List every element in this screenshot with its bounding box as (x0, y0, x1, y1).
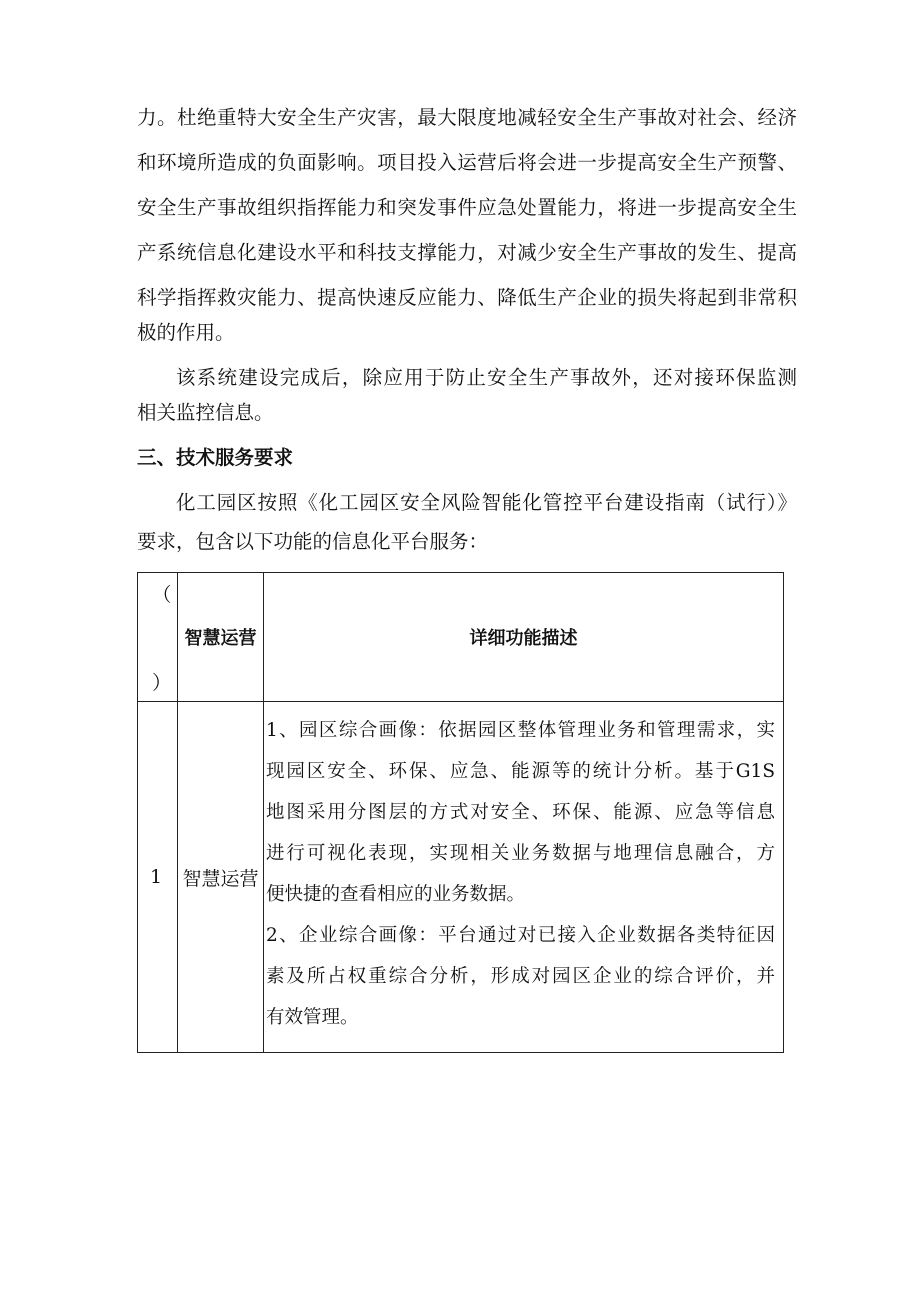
paragraph1-line: 科学指挥救灾能力、提高快速反应能力、降低生产企业的损失将起到非常积 (137, 286, 797, 309)
paragraph2-line: 该系统建设完成后，除应用于防止安全生产事故外，还对接环保监测 (176, 366, 797, 389)
header-category-cell: 智慧运营 (178, 573, 264, 702)
section-heading: 三、技术服务要求 (137, 446, 294, 469)
paragraph1-line: 极的作用。 (137, 321, 235, 344)
row-description (264, 702, 784, 1053)
description-line: 2、企业综合画像：平台通过对已接入企业数据各类特征因 (266, 925, 775, 946)
description-line: 便快捷的查看相应的业务数据。 (266, 884, 526, 905)
row-number: 1 (138, 702, 178, 1053)
open-paren: （ (152, 583, 172, 606)
paragraph1-line: 力。杜绝重特大安全生产灾害，最大限度地减轻安全生产事故对社会、经济 (137, 106, 797, 129)
description-line: 现园区安全、环保、应急、能源等的统计分析。基于G1S (266, 761, 775, 782)
header-index-cell (138, 573, 178, 702)
paragraph1-line: 和环境所造成的负面影响。项目投入运营后将会进一步提高安全生产预警、 (137, 151, 797, 174)
table-row (138, 702, 784, 1053)
row-category: 智慧运营 (178, 702, 264, 1053)
description-line: 有效管理。 (266, 1007, 359, 1028)
description-line: 地图采用分图层的方式对安全、环保、能源、应急等信息 (266, 802, 775, 823)
paragraph1-line: 安全生产事故组织指挥能力和突发事件应急处置能力，将进一步提高安全生 (137, 196, 797, 219)
paragraph2-line: 相关监控信息。 (137, 401, 274, 424)
paragraph3-line: 要求，包含以下功能的信息化平台服务： (137, 530, 489, 553)
table-header-row (138, 573, 784, 702)
header-description-cell: 详细功能描述 (264, 573, 784, 702)
description-line: 1、园区综合画像：依据园区整体管理业务和管理需求，实 (266, 720, 775, 741)
service-table (137, 572, 784, 1053)
description-line: 素及所占权重综合分析，形成对园区企业的综合评价，并 (266, 966, 775, 987)
paragraph3-line: 化工园区按照《化工园区安全风险智能化管控平台建设指南（试行）》 (176, 491, 797, 514)
paragraph1-line: 产系统信息化建设水平和科技支撑能力，对减少安全生产事故的发生、提高 (137, 241, 797, 264)
close-paren: ） (152, 671, 172, 694)
description-line: 进行可视化表现，实现相关业务数据与地理信息融合，方 (266, 843, 775, 864)
